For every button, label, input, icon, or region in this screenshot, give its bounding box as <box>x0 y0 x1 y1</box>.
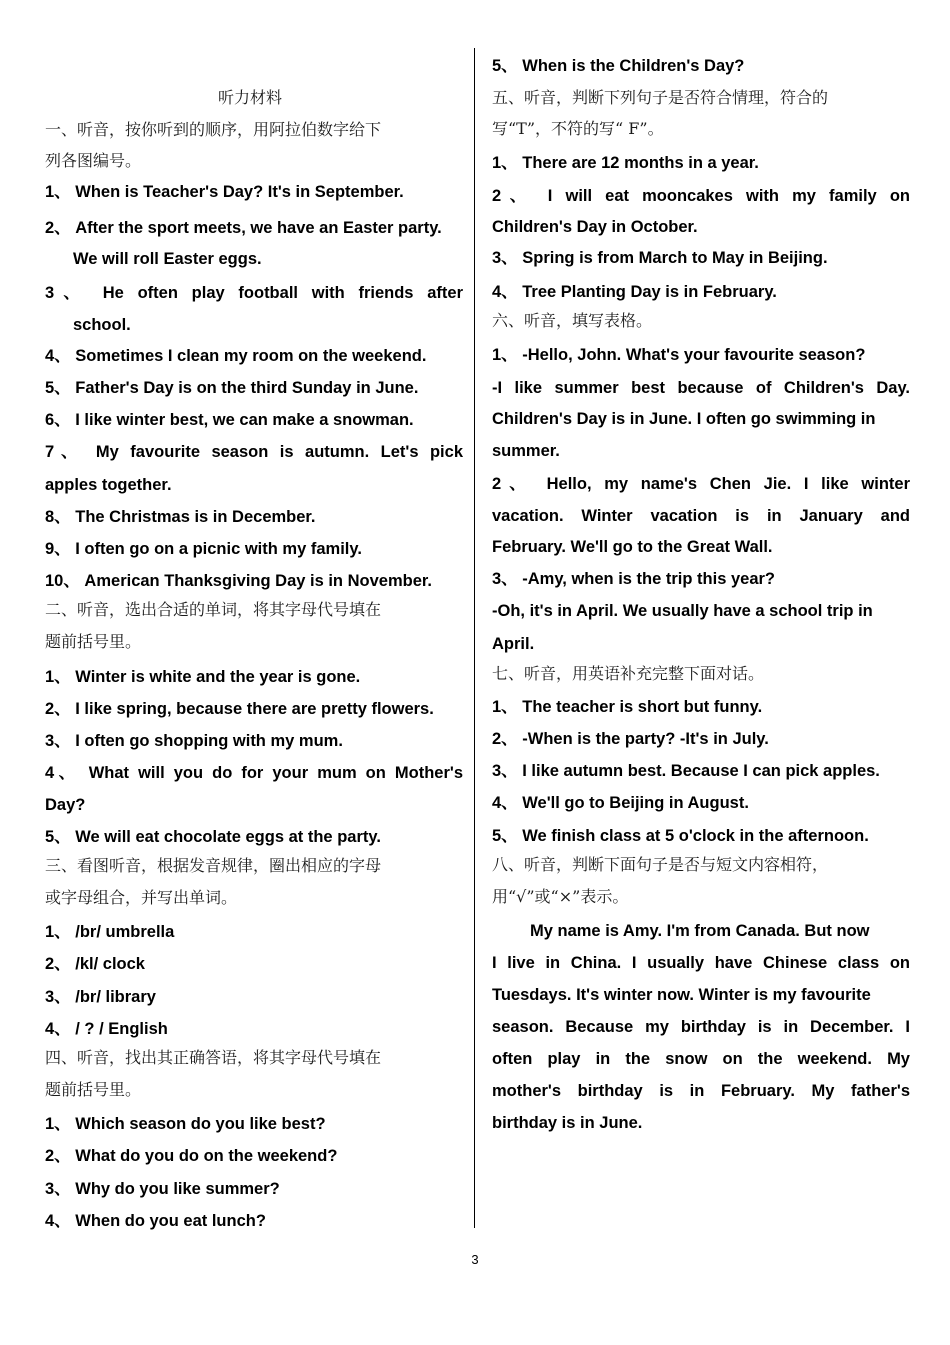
text-line: -I like summer best because of Children's Day. <box>492 379 910 397</box>
text-line: 2、 -When is the party? -It's in July. <box>492 730 769 748</box>
text-line: 3、 Spring is from March to May in Beijing. <box>492 249 828 267</box>
text-line: often play in the snow on the weekend. My <box>492 1050 910 1068</box>
section-heading-line: 题前括号里。 <box>45 632 142 651</box>
text-line: I live in China. I usually have Chinese class on <box>492 954 910 972</box>
text-line: 1、 Which season do you like best? <box>45 1115 326 1133</box>
section-heading-line: 用“√”或“×”表示。 <box>492 887 629 906</box>
section-heading-line: 或字母组合，并写出单词。 <box>45 888 238 907</box>
text-line: summer. <box>492 442 560 460</box>
text-line: 4、 / ? / English <box>45 1020 168 1038</box>
text-line: 3、 Why do you like summer? <box>45 1180 280 1198</box>
text-line: We will roll Easter eggs. <box>73 250 262 268</box>
text-line: apples together. <box>45 476 172 494</box>
text-line: Day? <box>45 796 86 814</box>
text-line: 2、 I like spring, because there are pretty flowers. <box>45 700 434 718</box>
text-line: My name is Amy. I'm from Canada. But now <box>530 922 870 940</box>
text-line: 3、 I like autumn best. Because I can pick apples. <box>492 762 880 780</box>
section-heading-line: 列各图编号。 <box>45 151 142 170</box>
text-line: 1、 There are 12 months in a year. <box>492 154 759 172</box>
text-line: Children's Day in October. <box>492 218 698 236</box>
text-line: -Oh, it's in April. We usually have a school trip in <box>492 602 873 620</box>
text-line: 1、 /br/ umbrella <box>45 923 175 941</box>
text-line: 4、 Tree Planting Day is in February. <box>492 283 777 301</box>
section-heading-line: 一、听音，按你听到的顺序，用阿拉伯数字给下 <box>45 120 382 139</box>
text-line: 3、 -Amy, when is the trip this year? <box>492 570 776 588</box>
column-divider <box>474 48 475 1228</box>
text-line: birthday is in June. <box>492 1114 643 1132</box>
text-line: 1、 When is Teacher's Day? It's in September. <box>45 183 404 201</box>
text-line: Children's Day is in June. I often go swimming in <box>492 410 876 428</box>
section-heading-line: 五、听音，判断下列句子是否符合情理，符合的 <box>492 88 829 107</box>
text-line: mother's birthday is in February. My father's <box>492 1082 910 1100</box>
text-line: vacation. Winter vacation is in January and <box>492 507 910 525</box>
text-line: 3、 He often play football with friends after <box>45 284 463 302</box>
text-line: 4、 Sometimes I clean my room on the weekend. <box>45 347 427 365</box>
document-title: 听力材料 <box>217 88 282 107</box>
text-line: 2、 What do you do on the weekend? <box>45 1147 338 1165</box>
text-line: 6、 I like winter best, we can make a snowman. <box>45 411 414 429</box>
section-heading-line: 三、看图听音，根据发音规律，圈出相应的字母 <box>45 856 382 875</box>
text-line: 3、 /br/ library <box>45 988 156 1006</box>
text-line: 4、 What will you do for your mum on Mother's <box>45 764 463 782</box>
text-line: 2、 After the sport meets, we have an Easter party. <box>45 219 442 237</box>
section-heading-line: 写“T”，不符的写“ F”。 <box>492 119 664 138</box>
text-line: February. We'll go to the Great Wall. <box>492 538 773 556</box>
text-line: school. <box>73 316 131 334</box>
text-line: April. <box>492 635 535 653</box>
text-line: 3、 I often go shopping with my mum. <box>45 732 343 750</box>
text-line: 4、 We'll go to Beijing in August. <box>492 794 749 812</box>
section-heading-line: 八、听音，判断下面句子是否与短文内容相符， <box>492 855 829 874</box>
section-heading-line: 六、听音，填写表格。 <box>492 311 653 330</box>
text-line: 4、 When do you eat lunch? <box>45 1212 266 1230</box>
text-line: 2、 I will eat mooncakes with my family on <box>492 187 910 205</box>
section-heading-line: 二、听音，选出合适的单词，将其字母代号填在 <box>45 600 382 619</box>
text-line: season. Because my birthday is in December. I <box>492 1018 910 1036</box>
text-line: 2、 Hello, my name's Chen Jie. I like winter <box>492 475 910 493</box>
text-line: 5、 We will eat chocolate eggs at the party. <box>45 828 381 846</box>
section-heading-line: 题前括号里。 <box>45 1080 142 1099</box>
section-heading-line: 四、听音，找出其正确答语，将其字母代号填在 <box>45 1048 382 1067</box>
text-line: 1、 The teacher is short but funny. <box>492 698 763 716</box>
section-heading-line: 七、听音，用英语补充完整下面对话。 <box>492 664 765 683</box>
text-line: Tuesdays. It's winter now. Winter is my favourite <box>492 986 871 1004</box>
text-line: 7、 My favourite season is autumn. Let's pick <box>45 443 463 461</box>
text-line: 8、 The Christmas is in December. <box>45 508 316 526</box>
text-line: 9、 I often go on a picnic with my family. <box>45 540 362 558</box>
text-line: 1、 Winter is white and the year is gone. <box>45 668 361 686</box>
text-line: 1、 -Hello, John. What's your favourite season? <box>492 346 866 364</box>
text-line: 5、 We finish class at 5 o'clock in the afternoon. <box>492 827 869 845</box>
page-number: 3 <box>471 1252 479 1267</box>
text-line: 10、 American Thanksgiving Day is in November. <box>45 572 432 590</box>
text-line: 5、 When is the Children's Day? <box>492 57 745 75</box>
text-line: 2、 /kl/ clock <box>45 955 145 973</box>
text-line: 5、 Father's Day is on the third Sunday in June. <box>45 379 419 397</box>
